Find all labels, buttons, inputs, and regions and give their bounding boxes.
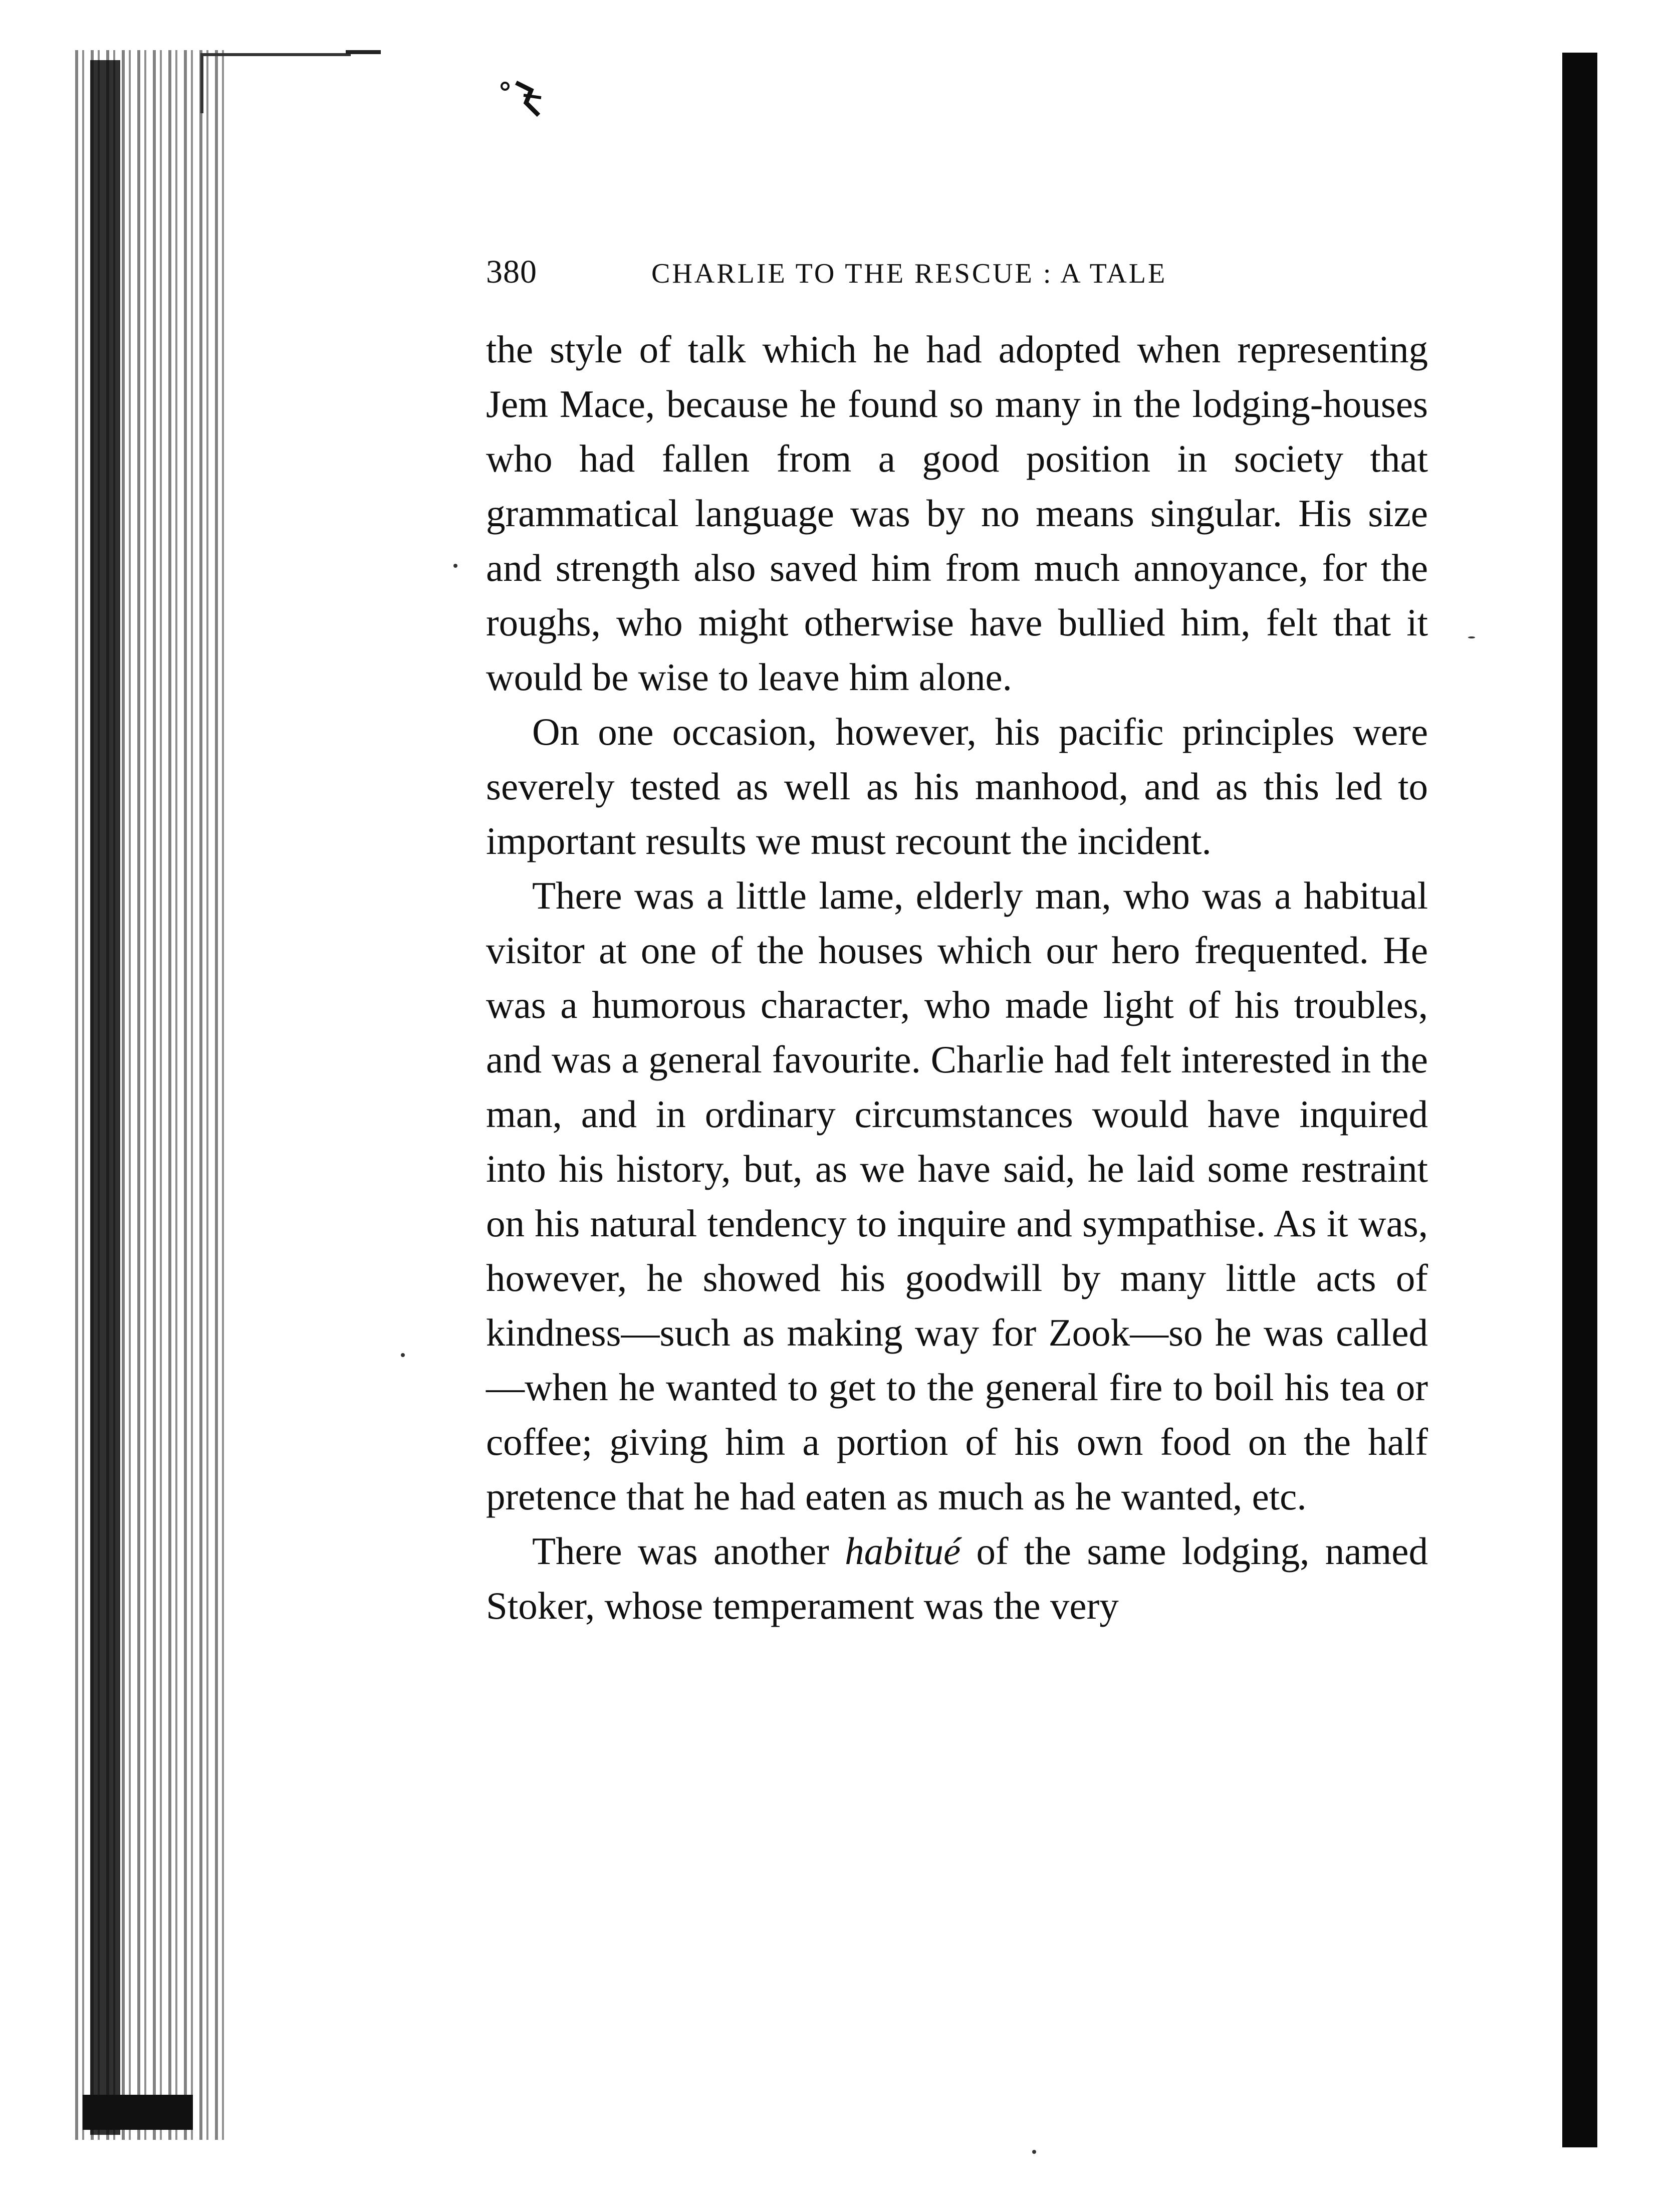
scan-speck	[1032, 2150, 1036, 2154]
paragraph-text: There was another	[532, 1529, 845, 1573]
paragraph: There was a little lame, elderly man, who was a habitual visitor at one of the houses which our hero frequented. He was a humorous character, who made light of his troubles, and was a general favourite. Charlie had felt interested in the man, and in ordinary circumstances would have inquired into his history, but, as we have said, he laid some restraint on his natural tendency to inquire and sympathise. As it was, however, he showed his goodwill by many little acts of kindness—such as making way for Zook—so he was called—when he wanted to get to the general fire to boil his tea or coffee; giving him a portion of his own food on the half pretence that he had eaten as much as he wanted, etc.	[486, 874, 1428, 1518]
running-head-title: CHARLIE TO THE RESCUE : A TALE	[651, 258, 1167, 289]
binding-shadow	[90, 60, 120, 2135]
scan-speck	[401, 1353, 405, 1357]
paragraph	[486, 1524, 1428, 1633]
binding-foot-shadow	[83, 2095, 193, 2130]
italic-word: habitué	[845, 1529, 961, 1573]
running-head	[486, 253, 1428, 298]
ink-stamp-mark	[496, 75, 551, 120]
scan-edge-line	[200, 53, 351, 56]
book-page	[486, 253, 1428, 1633]
paragraph-text: of the same lodging, named Stoker, whose temperament was the very	[486, 1529, 1428, 1627]
paragraph: the style of talk which he had adopted when representing Jem Mace, because he found so many in the lodging-houses who had fallen from a good position in society that grammatical language was by no means singular. His size and strength also saved him from much annoyance, for the roughs, who might otherwise have bullied him, felt that it would be wise to leave him alone.	[486, 328, 1428, 699]
page-number: 380	[486, 254, 537, 290]
scan-edge-line-vertical	[200, 53, 203, 113]
paragraph: On one occasion, however, his pacific principles were severely tested as well as his manhood, and as this led to important results we must recount the incident.	[486, 710, 1428, 862]
scan-speck	[1468, 636, 1475, 638]
scan-top-mark	[346, 50, 381, 54]
scan-right-edge-bar	[1562, 53, 1597, 2147]
scan-speck	[453, 564, 457, 568]
body-text	[486, 322, 1428, 1633]
